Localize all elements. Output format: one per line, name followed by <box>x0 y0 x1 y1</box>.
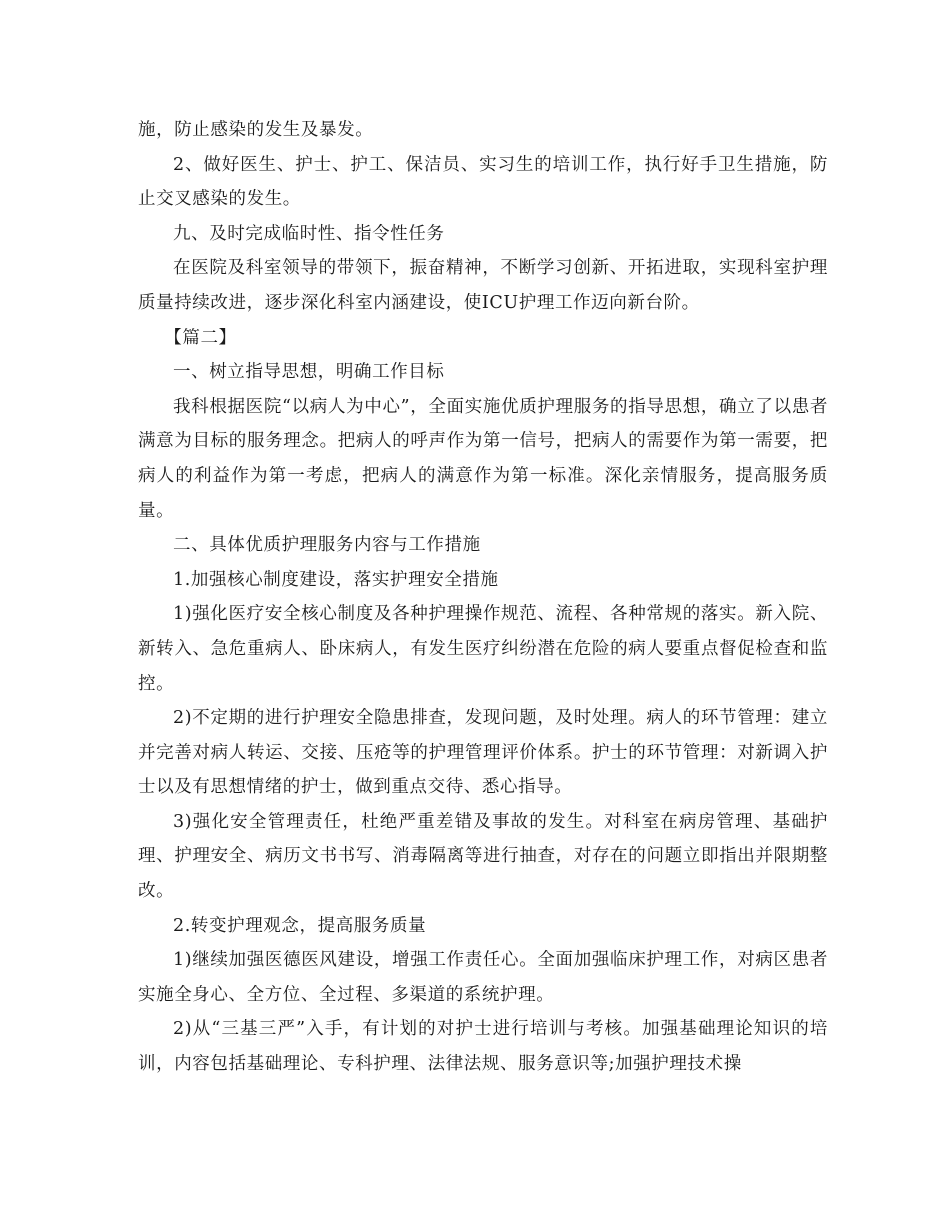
paragraph: 2)不定期的进行护理安全隐患排查，发现问题，及时处理。病人的环节管理：建立并完善对病人转运、交接、压疮等的护理管理评价体系。护士的环节管理：对新调入护士以及有思想情绪的护士，做到重点交待、悉心指导。 <box>138 708 828 798</box>
section-heading: 九、及时完成临时性、指令性任务 <box>173 223 445 244</box>
document-body <box>138 113 828 1082</box>
paragraph: 2、做好医生、护士、护工、保洁员、实习生的培训工作，执行好手卫生措施，防止交叉感染的发生。 <box>138 154 828 210</box>
paragraph: 2)从“三基三严”入手，有计划的对护士进行培训与考核。加强基础理论知识的培训，内容包括基础理论、专科护理、法律法规、服务意识等;加强护理技术操 <box>138 1019 828 1075</box>
paragraph-continuation: 施，防止感染的发生及暴发。 <box>138 120 374 140</box>
paragraph: 1)继续加强医德医风建设，增强工作责任心。全面加强临床护理工作，对病区患者实施全身心、全方位、全过程、多渠道的系统护理。 <box>138 950 828 1005</box>
subsection-heading: 2.转变护理观念，提高服务质量 <box>173 915 427 936</box>
section-heading: 一、树立指导思想，明确工作目标 <box>173 362 445 383</box>
section-heading: 二、具体优质护理服务内容与工作措施 <box>173 535 481 556</box>
paragraph: 3)强化安全管理责任，杜绝严重差错及事故的发生。对科室在病房管理、基础护理、护理安全、病历文书书写、消毒隔离等进行抽查，对存在的问题立即指出并限期整改。 <box>138 811 828 902</box>
part-title: 【篇二】 <box>164 327 237 348</box>
paragraph: 1)强化医疗安全核心制度及各种护理操作规范、流程、各种常规的落实。新入院、新转入、急危重病人、卧床病人，有发生医疗纠纷潜在危险的病人要重点督促检查和监控。 <box>138 604 828 694</box>
paragraph: 我科根据医院“以病人为中心”，全面实施优质护理服务的指导思想，确立了以患者满意为目标的服务理念。把病人的呼声作为第一信号，把病人的需要作为第一需要，把病人的利益作为第一考虑，把病人的满意作为第一标准。深化亲情服务，提高服务质量。 <box>138 396 828 521</box>
subsection-heading: 1.加强核心制度建设，落实护理安全措施 <box>173 569 499 590</box>
paragraph: 在医院及科室领导的带领下，振奋精神，不断学习创新、开拓进取，实现科室护理质量持续改进，逐步深化科室内涵建设，使ICU护理工作迈向新台阶。 <box>138 258 828 313</box>
